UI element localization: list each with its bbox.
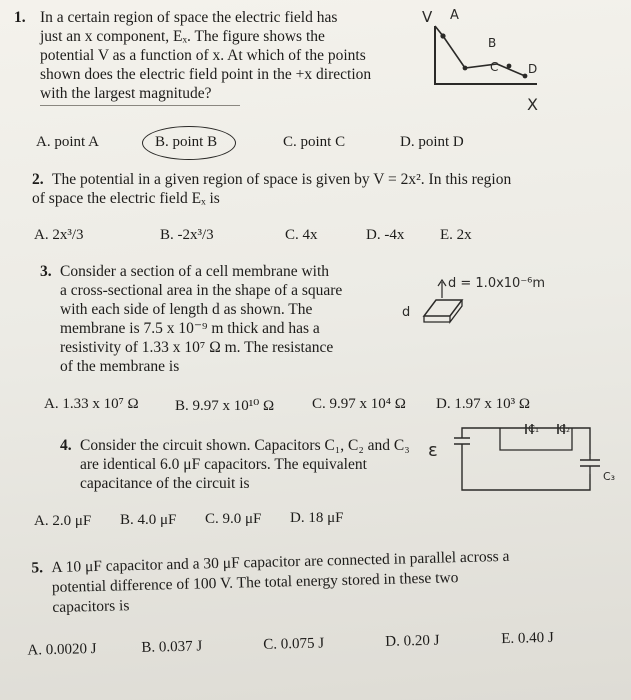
q1-axis-x-label: X [527,95,538,114]
question-3-line-6: of the membrane is [60,358,180,375]
q1-point-d-label: D [528,62,538,76]
question-5-line-2: potential difference of 100 V. The total energy stored in these two [51,569,459,597]
q5-option-e[interactable]: E. 0.40 J [501,629,554,648]
q2-option-c[interactable]: C. 4x [285,227,318,243]
question-2-line-1: The potential in a given region of space is given by V = 2x². In this region [52,171,512,188]
q4-option-a[interactable]: A. 2.0 μF [34,513,92,529]
question-1-line-2: just an x component, Eₓ. The figure shows the [40,28,325,45]
q2-option-e[interactable]: E. 2x [440,227,472,243]
q5-option-d[interactable]: D. 0.20 J [385,632,440,650]
question-3-line-5: resistivity of 1.33 x 10⁷ Ω m. The resistance [60,339,334,356]
q5-option-c[interactable]: C. 0.075 J [263,635,325,653]
question-5-number: 5. [31,559,44,577]
q4-option-d[interactable]: D. 18 μF [290,510,344,526]
question-3-line-3: with each side of length d as shown. The [60,301,313,318]
question-3-line-2: a cross-sectional area in the shape of a square [60,282,343,299]
question-5-line-1: A 10 μF capacitor and a 30 μF capacitor are connected in parallel across a [51,547,510,577]
q3-side-label: d [402,305,411,320]
question-2-line-2: of space the electric field Eₓ is [32,190,220,207]
q1-option-d[interactable]: D. point D [400,134,464,150]
question-2-number: 2. [32,171,44,188]
q4-c1-label: C₁ [528,424,539,435]
question-4-line-1: Consider the circuit shown. Capacitors C₁, C₂ and C₃ [80,437,410,454]
q1-point-c-label: C [490,60,499,74]
question-1-line-1: In a certain region of space the electric field has [40,9,338,26]
q2-option-d[interactable]: D. -4x [366,227,405,243]
q2-option-b[interactable]: B. -2x³/3 [160,227,214,243]
q1-point-b-label: B [488,36,497,50]
question-4-line-3: capacitance of the circuit is [80,475,250,492]
q3-option-c[interactable]: C. 9.97 x 10⁴ Ω [312,396,406,412]
question-1-line-4: shown does the electric field point in the +x direction [40,66,372,83]
question-4-number: 4. [60,437,72,454]
question-1-line-5: with the largest magnitude? [40,85,212,102]
q3-option-d[interactable]: D. 1.97 x 10³ Ω [436,396,530,412]
q1-axis-v-label: V [422,8,433,26]
question-3-number: 3. [40,263,52,280]
q4-c3-label: C₃ [603,470,616,483]
q5-option-b[interactable]: B. 0.037 J [141,638,203,656]
question-3-line-4: membrane is 7.5 x 10⁻⁹ m thick and has a [60,320,320,337]
question-1-line-3: potential V as a function of x. At which of the points [40,47,366,64]
q1-option-c[interactable]: C. point C [283,134,346,150]
question-5-line-3: capacitors is [52,597,130,617]
question-4-line-2: are identical 6.0 μF capacitors. The equivalent [80,456,367,473]
q4-option-b[interactable]: B. 4.0 μF [120,512,177,528]
q1-option-b[interactable]: B. point B [155,134,218,150]
q1-option-a[interactable]: A. point A [36,134,99,150]
q1-point-a-label: A [450,8,459,23]
q5-option-a[interactable]: A. 0.0020 J [27,640,97,659]
q3-thickness-note: d = 1.0x10⁻⁶m [448,276,546,291]
q3-option-b[interactable]: B. 9.97 x 10¹⁰ Ω [175,398,275,414]
question-3-line-1: Consider a section of a cell membrane with [60,263,330,280]
q4-c2-label: C₂ [559,424,570,435]
q4-option-c[interactable]: C. 9.0 μF [205,511,262,527]
q2-option-a[interactable]: A. 2x³/3 [34,227,84,243]
q3-option-a[interactable]: A. 1.33 x 10⁷ Ω [44,396,139,412]
q4-emf-label: ε [428,440,438,461]
question-1-number: 1. [14,9,26,26]
